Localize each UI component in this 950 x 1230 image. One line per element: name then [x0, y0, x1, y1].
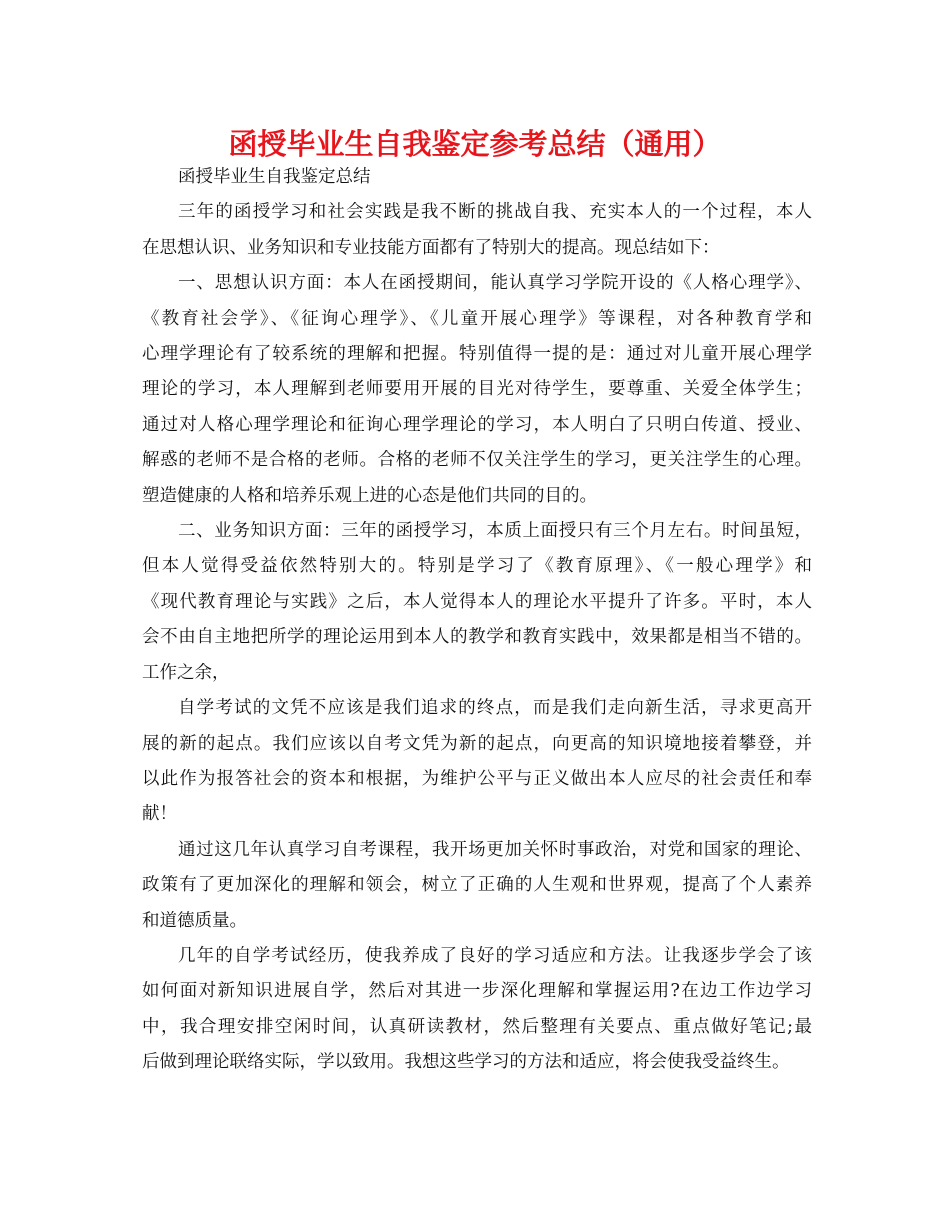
- paragraph-politics: [142, 833, 812, 939]
- text-line: 中，我合理安排空闲时间，认真研读教材，然后整理有关要点、重点做好笔记;最: [142, 1016, 812, 1037]
- text-line: 献！: [142, 804, 177, 825]
- paragraph-study-habits: [142, 939, 812, 1081]
- text-line: 和道德质量。: [142, 910, 247, 931]
- paragraph-intro: [142, 195, 812, 266]
- text-line: 理论的学习，本人理解到老师要用开展的目光对待学生，要尊重、关爱全体学生；: [142, 379, 812, 400]
- text-line: 《现代教育理论与实践》之后，本人觉得本人的理论水平提升了许多。平时，本人: [142, 591, 812, 612]
- text-line: 一、思想认识方面：本人在函授期间，能认真学习学院开设的《人格心理学》、: [178, 273, 812, 294]
- text-line: 后做到理论联络实际，学以致用。我想这些学习的方法和适应，将会使我受益终生。: [142, 1052, 790, 1073]
- text-line: 心理学理论有了较系统的理解和把握。特别值得一提的是：通过对儿童开展心理学: [142, 344, 812, 365]
- text-line: 以此作为报答社会的资本和根据，为维护公平与正义做出本人应尽的社会责任和奉: [142, 768, 812, 789]
- text-line: 会不由自主地把所学的理论运用到本人的教学和教育实践中，效果都是相当不错的。: [142, 627, 812, 648]
- text-line: 通过这几年认真学习自考课程，我开场更加关怀时事政治，对党和国家的理论、: [178, 839, 812, 860]
- text-line: 《教育社会学》、《征询心理学》、《儿童开展心理学》等课程，对各种教育学和: [142, 308, 812, 329]
- text-line: 展的新的起点。我们应该以自考文凭为新的起点，向更高的知识境地接着攀登，并: [142, 733, 812, 754]
- paragraph-ideology: [142, 266, 812, 514]
- document-subtitle: 函授毕业生自我鉴定总结: [178, 167, 371, 187]
- text-line: 政策有了更加深化的理解和领会，树立了正确的人生观和世界观，提高了个人素养: [142, 875, 812, 896]
- text-line: 如何面对新知识进展自学，然后对其进一步深化理解和掌握运用?在边工作边学习: [142, 981, 812, 1002]
- text-line: 工作之余，: [142, 662, 230, 683]
- text-line: 塑造健康的人格和培养乐观上进的心态是他们共同的目的。: [142, 485, 597, 506]
- text-line: 在思想认识、业务知识和专业技能方面都有了特别大的提高。现总结如下：: [142, 237, 720, 258]
- document-body: [142, 160, 812, 1081]
- text-line: 通过对人格心理学理论和征询心理学理论的学习，本人明白了只明白传道、授业、: [142, 414, 812, 435]
- text-line: 三年的函授学习和社会实践是我不断的挑战自我、充实本人的一个过程，本人: [178, 202, 812, 223]
- text-line: 但本人觉得受益依然特别大的。特别是学习了《教育原理》、《一般心理学》和: [142, 556, 812, 577]
- text-line: 解惑的老师不是合格的老师。合格的老师不仅关注学生的学习，更关注学生的心理。: [142, 450, 812, 471]
- text-line: 几年的自学考试经历，使我养成了良好的学习适应和方法。让我逐步学会了该: [178, 945, 812, 966]
- document-title: 函授毕业生自我鉴定参考总结（通用）: [228, 127, 722, 161]
- paragraph-diploma: [142, 691, 812, 833]
- text-line: 自学考试的文凭不应该是我们追求的终点，而是我们走向新生活，寻求更高开: [178, 698, 812, 719]
- text-line: 二、业务知识方面：三年的函授学习，本质上面授只有三个月左右。时间虽短，: [178, 521, 812, 542]
- paragraph-business: [142, 514, 812, 691]
